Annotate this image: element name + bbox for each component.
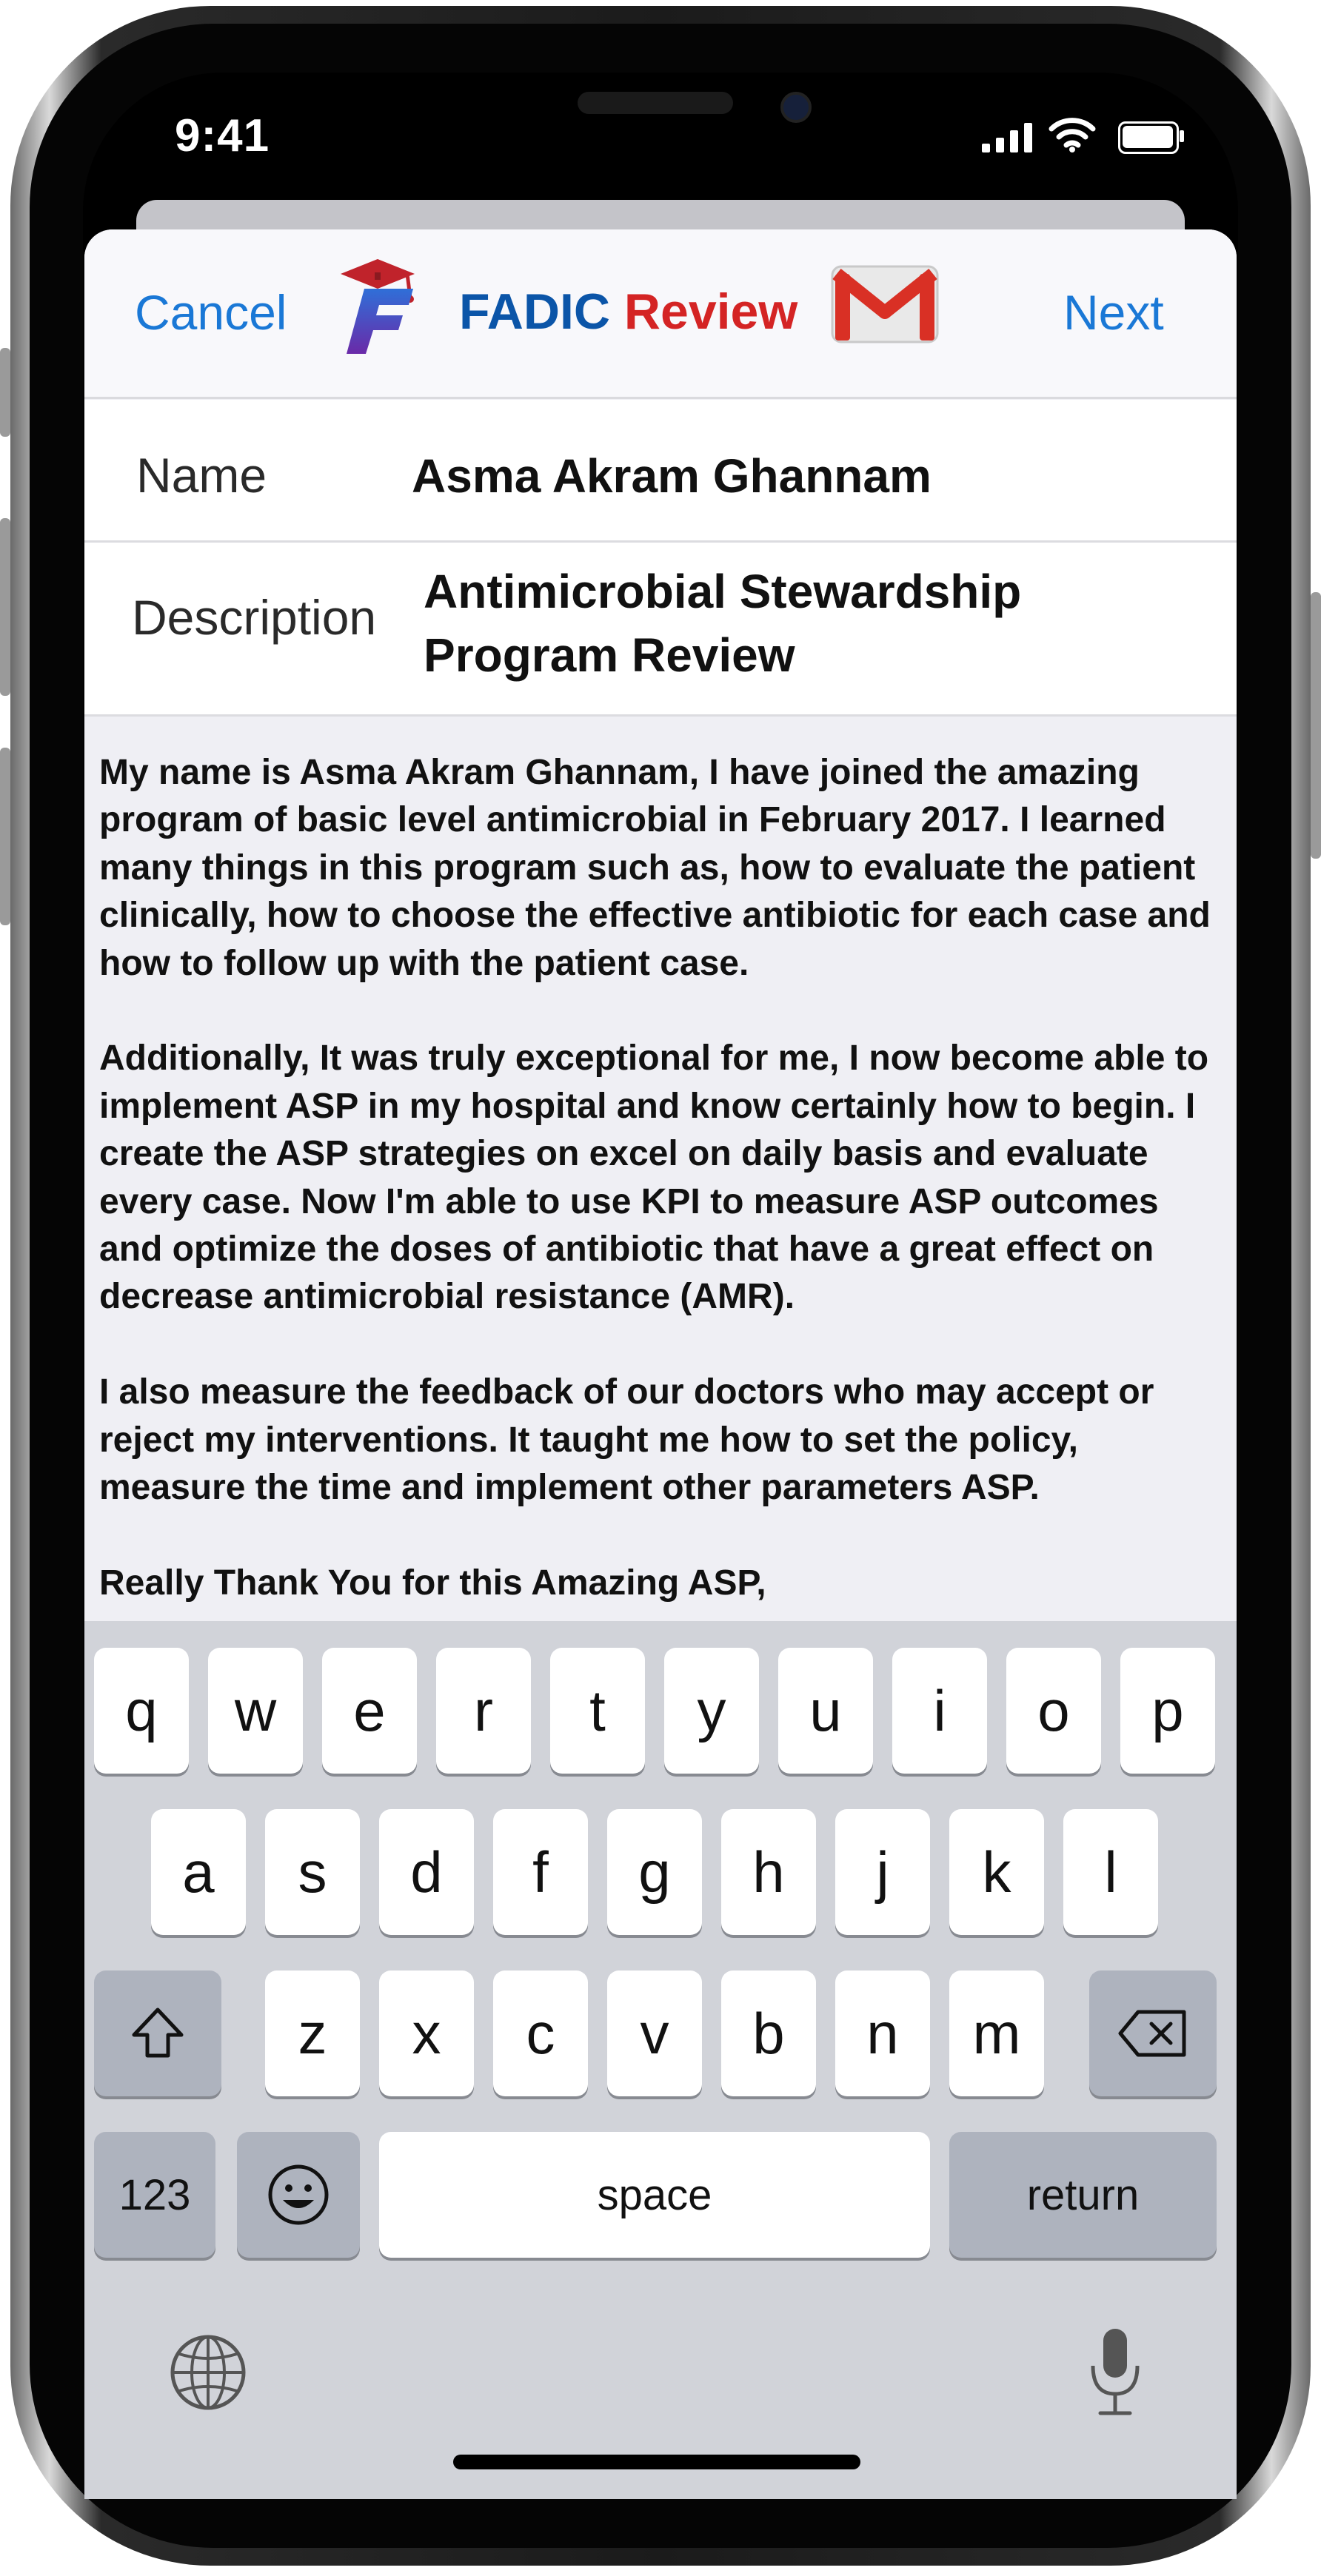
key-t[interactable]: t [550, 1648, 645, 1774]
key-u[interactable]: u [778, 1648, 873, 1774]
speaker-grille [578, 92, 733, 114]
mute-switch [0, 348, 10, 437]
volume-down-button [0, 748, 10, 925]
battery-tip [1180, 130, 1184, 142]
description-label: Description [132, 590, 377, 645]
key-n[interactable]: n [835, 1970, 930, 2096]
gmail-icon [829, 264, 940, 345]
key-w[interactable]: w [208, 1648, 303, 1774]
shift-icon [128, 2004, 187, 2063]
key-k[interactable]: k [949, 1809, 1044, 1935]
key-q[interactable]: q [94, 1648, 189, 1774]
page-title [459, 283, 797, 341]
description-line-1[interactable]: Antimicrobial Stewardship [424, 565, 1022, 618]
shift-key[interactable] [94, 1970, 221, 2096]
status-time: 9:41 [175, 110, 270, 161]
fadic-logo [333, 252, 422, 355]
key-c[interactable]: c [493, 1970, 588, 2096]
cancel-button[interactable]: Cancel [135, 285, 287, 340]
name-label: Name [136, 448, 267, 503]
key-i[interactable]: i [892, 1648, 987, 1774]
title-fadic: FADIC [459, 284, 610, 340]
key-m[interactable]: m [949, 1970, 1044, 2096]
key-b[interactable]: b [721, 1970, 816, 2096]
signal-icon [982, 121, 1032, 152]
key-x[interactable]: x [379, 1970, 474, 2096]
key-h[interactable]: h [721, 1809, 816, 1935]
backspace-key[interactable] [1089, 1970, 1217, 2096]
key-z[interactable]: z [265, 1970, 360, 2096]
microphone-icon[interactable] [1086, 2324, 1145, 2421]
key-s[interactable]: s [265, 1809, 360, 1935]
key-l[interactable]: l [1063, 1809, 1158, 1935]
message-body[interactable]: My name is Asma Akram Ghannam, I have joined the amazing program of basic level antimicrobial in February 2017. I learned many things in this program such as, how to evaluate the patient clinically, how to choose the effective antibiotic for each case and how to follow up with the patient case. Additionally, It was truly exceptional for me, I now become able to implement ASP in my hospital and know certainly how to begin. I create the ASP strategies on excel on daily basis and evaluate every case. Now I'm able to use KPI to measure ASP outcomes and optimize the doses of antibiotic that have a great effect on decrease antimicrobial resistance (AMR). I also measure the feedback of our doctors who may accept or reject my interventions. It taught me how to set the policy, measure the time and implement other parameters ASP. Really Thank You for this Amazing ASP, [99, 753, 1211, 1603]
emoji-icon [265, 2161, 332, 2228]
backspace-icon [1116, 2008, 1190, 2059]
key-d[interactable]: d [379, 1809, 474, 1935]
wifi-icon [1049, 117, 1096, 152]
name-field[interactable]: Asma Akram Ghannam [412, 449, 932, 503]
key-r[interactable]: r [436, 1648, 531, 1774]
emoji-key[interactable] [237, 2132, 360, 2258]
key-j[interactable]: j [835, 1809, 930, 1935]
key-e[interactable]: e [322, 1648, 417, 1774]
key-f[interactable]: f [493, 1809, 588, 1935]
numbers-key[interactable]: 123 [94, 2132, 215, 2258]
key-a[interactable]: a [151, 1809, 246, 1935]
description-line-2[interactable]: Program Review [424, 628, 795, 682]
title-review: Review [623, 284, 798, 340]
key-y[interactable]: y [664, 1648, 759, 1774]
next-button[interactable]: Next [1063, 285, 1164, 340]
globe-icon[interactable] [167, 2332, 249, 2413]
return-key[interactable]: return [949, 2132, 1217, 2258]
key-o[interactable]: o [1006, 1648, 1101, 1774]
key-v[interactable]: v [607, 1970, 702, 2096]
volume-up-button [0, 518, 10, 696]
front-camera [780, 92, 812, 123]
key-g[interactable]: g [607, 1809, 702, 1935]
key-p[interactable]: p [1120, 1648, 1215, 1774]
space-key[interactable]: space [379, 2132, 930, 2258]
battery-level [1123, 126, 1173, 148]
home-indicator[interactable] [453, 2455, 860, 2469]
power-button [1311, 592, 1321, 859]
